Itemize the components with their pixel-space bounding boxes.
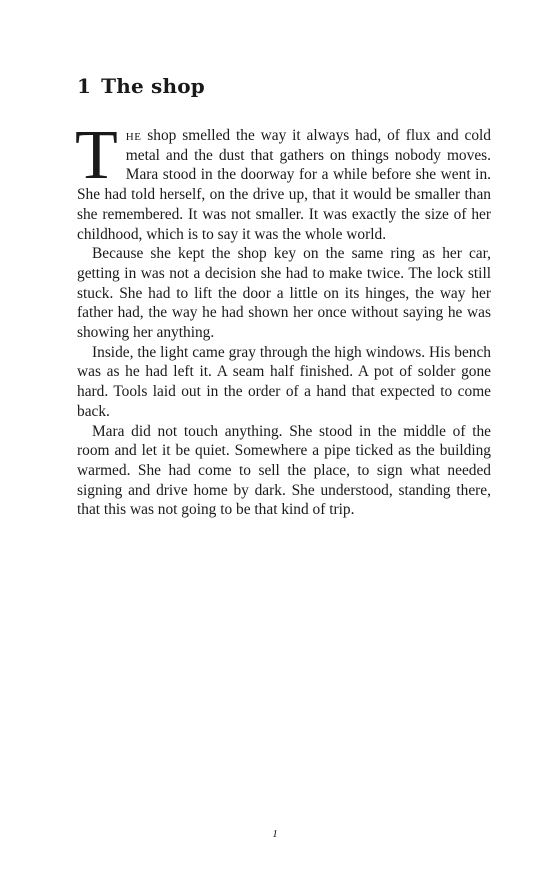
paragraph-2: Because she kept the shop key on the same ring as her car, getting in was not a decision she had to make twice. The lock still stuck. She had to lift the door a little on its hinges, the way her father had, the way he had shown her once without saying he was showing her anything.	[77, 245, 491, 342]
page-number: 1	[272, 828, 278, 840]
drop-cap: T	[75, 117, 118, 194]
paragraph-4: Mara did not touch anything. She stood in the middle of the room and let it be quiet. Somewhere a pipe ticked as the building warmed. She had come to sell the place, to sign what needed signing and drive home by dark. She understood, standing there, that this was not going to be that kind of trip.	[77, 422, 491, 519]
paragraph-3: Inside, the light came gray through the high windows. His bench was as he had left it. A seam half finished. A pot of solder gone hard. Tools laid out in the order of a hand that expected to come back.	[77, 343, 491, 420]
chapter-number: 1	[77, 74, 92, 98]
small-caps-lead: he	[125, 127, 142, 144]
page-body	[77, 70, 491, 520]
chapter-heading	[77, 70, 491, 102]
paragraph-1-text: shop smelled the way it always had, of flux and cold metal and the dust that gathers on things nobody moves. Mara stood in the doorway for a while before she went in. She had told herself, on the drive up, that it would be smaller than she remembered. It was not smaller. It was exactly the size of her childhood, which is to say it was the whole world.	[77, 127, 491, 243]
paragraph-1	[75, 117, 491, 244]
chapter-title: The shop	[101, 74, 205, 98]
